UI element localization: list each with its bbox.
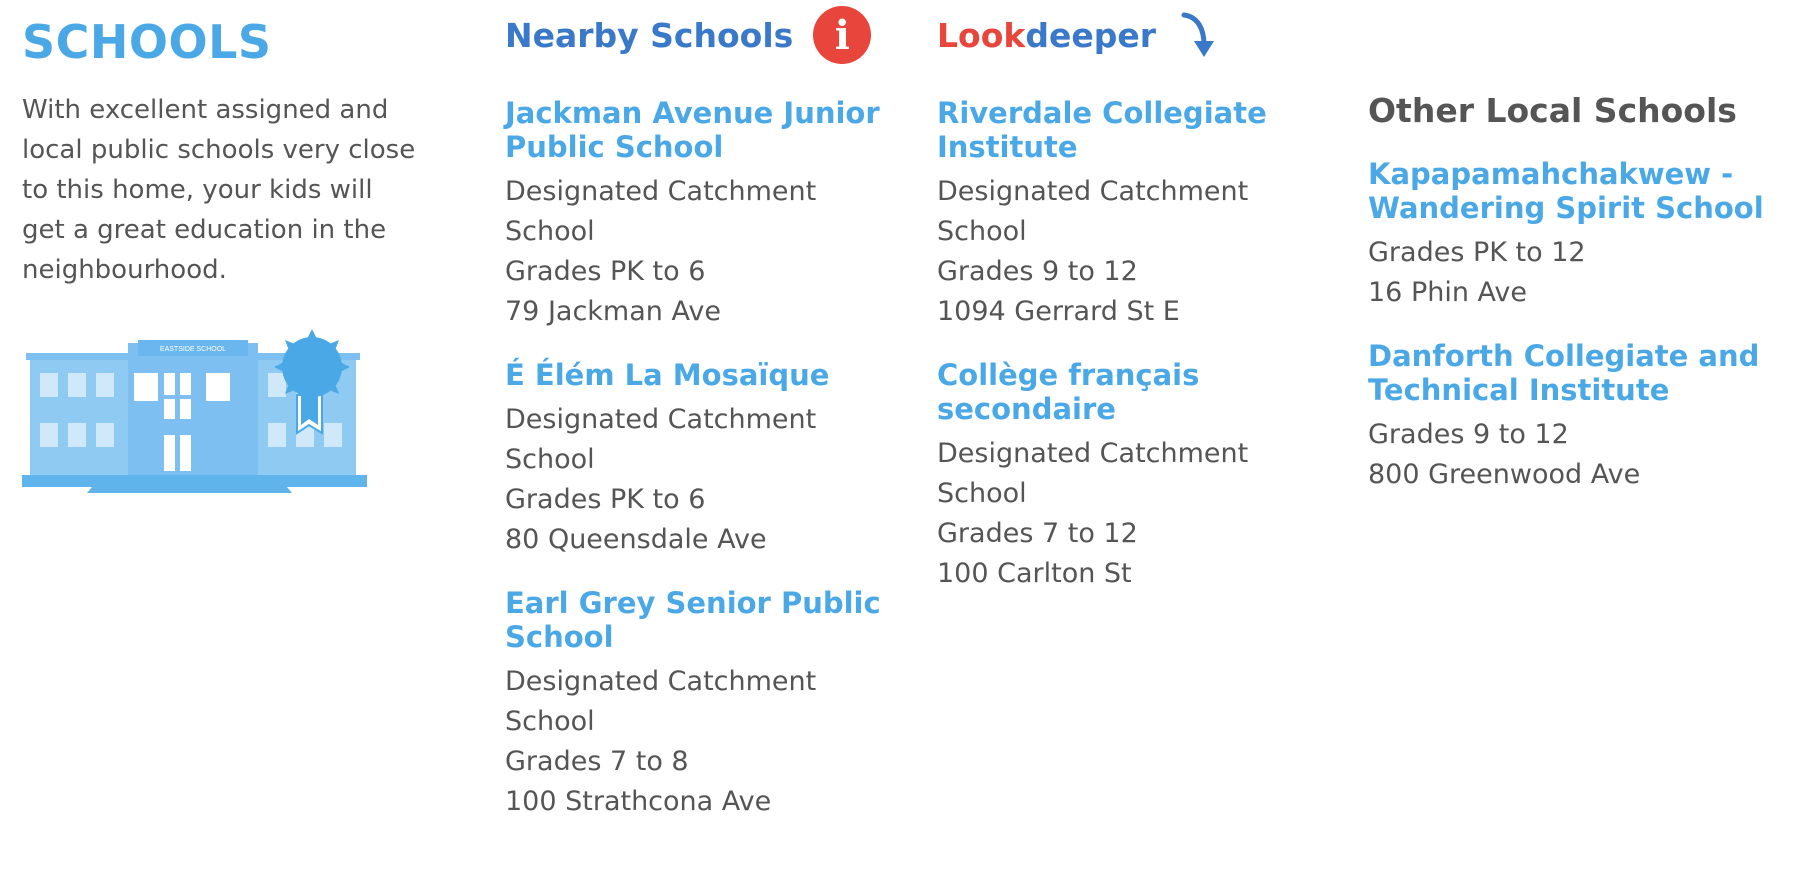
- school-card[interactable]: [937, 96, 1337, 332]
- school-grades: Grades 7 to 8: [505, 746, 689, 777]
- page-title: SCHOOLS: [22, 15, 272, 69]
- school-card[interactable]: [505, 96, 905, 332]
- school-name-link[interactable]: Collège français secondaire: [937, 358, 1200, 426]
- school-name-link[interactable]: É Élém La Mosaïque: [505, 358, 830, 392]
- illustration-sign-text: EASTSIDE SCHOOL: [159, 346, 227, 353]
- school-grades: Grades PK to 12: [1368, 237, 1586, 268]
- school-address: 100 Strathcona Ave: [505, 786, 772, 817]
- school-card[interactable]: [1368, 157, 1808, 313]
- school-name-link[interactable]: Earl Grey Senior Public School: [505, 586, 881, 654]
- nearby-schools-column: [505, 0, 905, 822]
- lookdeeper-header[interactable]: [937, 0, 1337, 70]
- school-name-link[interactable]: Danforth Collegiate and Technical Institute: [1368, 339, 1760, 407]
- school-name-link[interactable]: Riverdale Collegiate Institute: [937, 96, 1267, 164]
- school-address: 1094 Gerrard St E: [937, 296, 1180, 327]
- other-schools-title: Other Local Schools: [1368, 91, 1737, 130]
- lookdeeper-look-text: Look: [937, 15, 1026, 55]
- lookdeeper-column: [937, 0, 1337, 594]
- school-card[interactable]: [505, 358, 905, 560]
- school-address: 800 Greenwood Ave: [1368, 459, 1641, 490]
- nearby-schools-header: [505, 0, 905, 70]
- school-card[interactable]: [505, 586, 905, 822]
- school-name-link[interactable]: Kapapamahchakwew - Wandering Spirit School: [1368, 157, 1764, 225]
- school-type: Designated Catchment School: [505, 404, 817, 475]
- school-card[interactable]: [937, 358, 1337, 594]
- info-icon[interactable]: i: [813, 6, 871, 64]
- school-grades: Grades 9 to 12: [1368, 419, 1569, 450]
- school-type: Designated Catchment School: [937, 438, 1249, 509]
- school-address: 100 Carlton St: [937, 558, 1132, 589]
- school-grades: Grades 7 to 12: [937, 518, 1138, 549]
- school-type: Designated Catchment School: [505, 176, 817, 247]
- schools-intro-column: [22, 0, 422, 353]
- curved-arrow-down-icon: [1178, 11, 1218, 59]
- lookdeeper-deeper-text: deeper: [1025, 15, 1156, 55]
- school-address: 16 Phin Ave: [1368, 277, 1528, 308]
- school-type: Designated Catchment School: [937, 176, 1249, 247]
- school-type: Designated Catchment School: [505, 666, 817, 737]
- school-address: 79 Jackman Ave: [505, 296, 721, 327]
- nearby-schools-title: Nearby Schools: [505, 15, 794, 55]
- school-card[interactable]: [1368, 339, 1808, 495]
- other-schools-column: [1368, 0, 1808, 495]
- school-grades: Grades PK to 6: [505, 484, 706, 515]
- intro-description: With excellent assigned and local public schools very close to this home, your kids will get a great education in the neighbourhood.: [22, 95, 416, 285]
- school-address: 80 Queensdale Ave: [505, 524, 767, 555]
- school-name-link[interactable]: Jackman Avenue Junior Public School: [505, 96, 880, 164]
- school-grades: Grades PK to 6: [505, 256, 706, 287]
- school-grades: Grades 9 to 12: [937, 256, 1138, 287]
- school-building-illustration: [22, 325, 402, 510]
